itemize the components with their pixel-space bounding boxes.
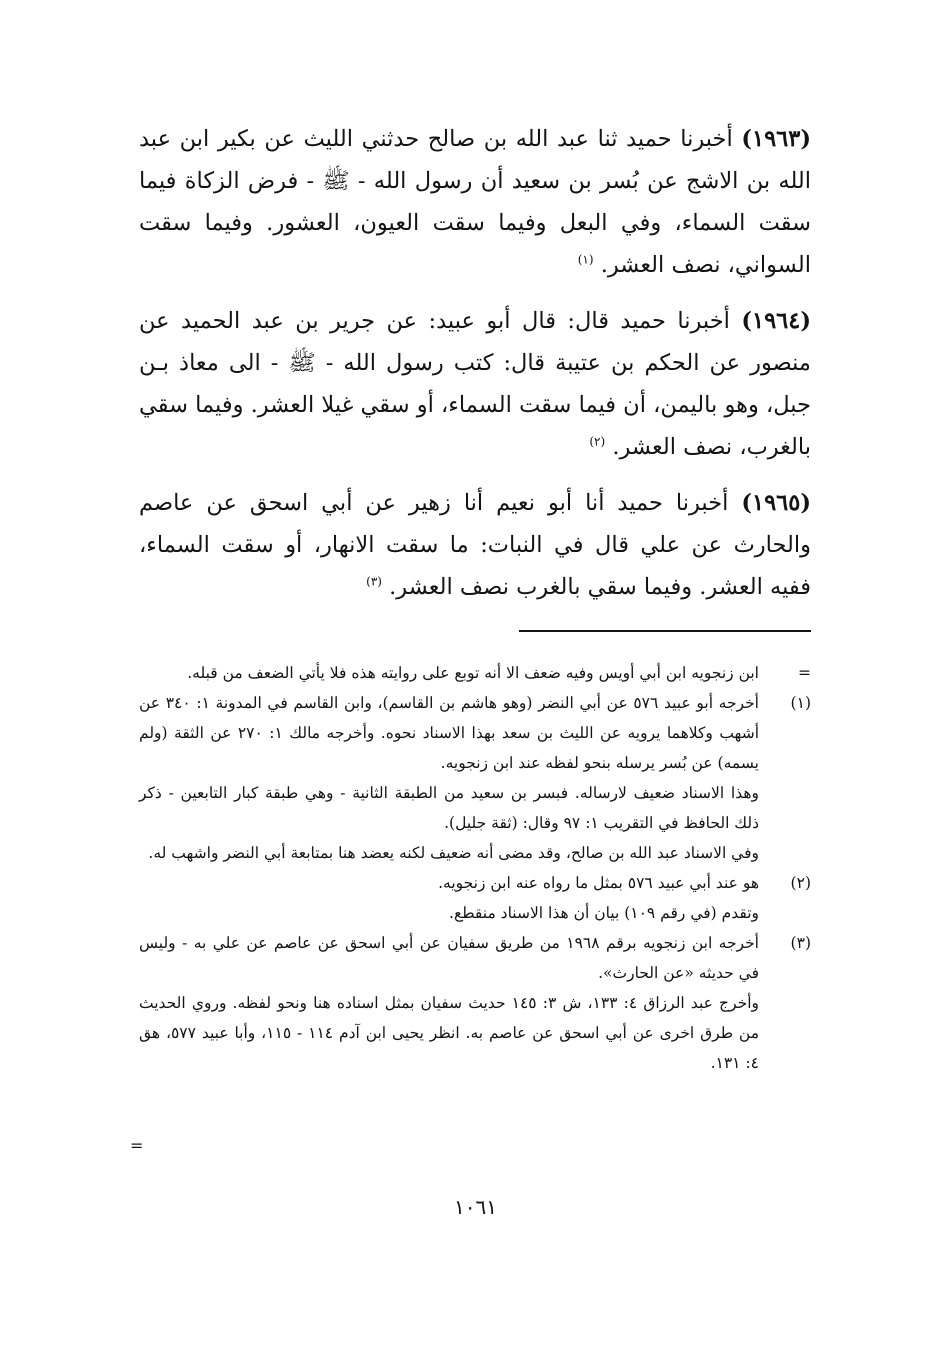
footnote-paragraph: وأخرج عبد الرزاق ٤: ١٣٣، ش ٣: ١٤٥ حديث سفيان بمثل اسناده هنا ونحو لفظه. وروي الحديث من طرق اخرى عن أبي اسحق عن عاصم به. انظر يحيى ابن آدم ١١٤ - ١١٥، وأبا عبيد ٥٧٧، هق ٤: ١٣١. (139, 994, 760, 1072)
hadith-1965 (139, 482, 811, 608)
footnote-mark: = (798, 664, 811, 682)
hadith-text: أخبرنا حميد قال: قال أبو عبيد: عن جرير بن عبد الحميد عن منصور عن الحكم بن عتيبة قال: كتب رسول الله - ﷺ - الى معاذ بـن جبل، وهو باليمن، أن فيما سقت السماء، أو سقي غيلا العشر. وفيما سقي بالغرب، نصف العشر. (139, 308, 811, 460)
footnote-paragraph: وفي الاسناد عبد الله بن صالح، وقد مضى أنه ضعيف لكنه يعضد هنا بمتابعة أبي النضر واشهب له. (148, 844, 759, 862)
footnote-ref: (٣) (366, 574, 382, 589)
hadith-1963 (139, 118, 811, 286)
footnote-2 (139, 868, 811, 928)
hadith-text: أخبرنا حميد أنا أبو نعيم أنا زهير عن أبي اسحق عن عاصم والحارث عن علي قال في النبات: ما سقت الانهار، أو سقت السماء، ففيه العشر. وفيما سقي بالغرب نصف العشر. (139, 490, 811, 600)
footnote-paragraph: وتقدم (في رقم ١٠٩) بيان أن هذا الاسناد منقطع. (449, 904, 759, 922)
hadith-text: أخبرنا حميد ثنا عبد الله بن صالح حدثني الليث عن بكير ابن عبد الله بن الاشج عن بُسر بن سعيد أن رسول الله - ﷺ - فرض الزكاة فيما سقت السماء، وفي البعل وفيما سقت العيون، العشور. وفيما سقت السواني، نصف العشر. (139, 126, 811, 278)
footnote-continuation (139, 658, 811, 688)
footnote-ref: (١) (577, 252, 594, 267)
footnote-3 (139, 928, 811, 1078)
footnote-mark: (٢) (790, 874, 811, 892)
hadith-number: (١٩٦٣) (741, 126, 811, 152)
footnote-mark: (٣) (790, 934, 811, 952)
continuation-mark: = (130, 1136, 144, 1155)
footnote-ref: (٢) (589, 434, 606, 449)
page-number: ١٠٦١ (454, 1195, 497, 1219)
hadith-number: (١٩٦٤) (741, 308, 811, 334)
footnote-paragraph: أخرجه ابن زنجويه برقم ١٩٦٨ من طريق سفيان عن أبي اسحق عن عاصم عن علي به - وليس في حديثه «عن الحارث». (139, 934, 759, 982)
footnote-mark: (١) (790, 694, 811, 712)
footnote-paragraph: أخرجه أبو عبيد ٥٧٦ عن أبي النضر (وهو هاشم بن القاسم)، وابن القاسم في المدونة ١: ٣٤٠ عن أشهب وكلاهما يرويه عن الليث بن سعد بهذا الاسناد نحوه. وأخرجه مالك ١: ٢٧٠ عن الثقة (ولم يسمه) عن بُسر يرسله بنحو لفظه عند ابن زنجويه. (139, 694, 759, 772)
footnote-separator (519, 630, 811, 632)
footnote-paragraph: وهذا الاسناد ضعيف لارساله. فبسر بن سعيد من الطبقة الثانية - وهي طبقة كبار التابعين - ذكر ذلك الحافظ في التقريب ١: ٩٧ وقال: (ثقة جليل). (139, 784, 759, 832)
hadith-number: (١٩٦٥) (741, 490, 811, 516)
footnote-paragraph: ابن زنجويه ابن أبي أويس وفيه ضعف الا أنه توبع على روايته هذه فلا يأتي الضعف من قبله. (187, 664, 759, 682)
footnote-paragraph: هو عند أبي عبيد ٥٧٦ بمثل ما رواه عنه ابن زنجويه. (438, 874, 759, 892)
footnote-1 (139, 688, 811, 868)
hadith-1964 (139, 300, 811, 468)
footnotes (139, 658, 811, 1078)
